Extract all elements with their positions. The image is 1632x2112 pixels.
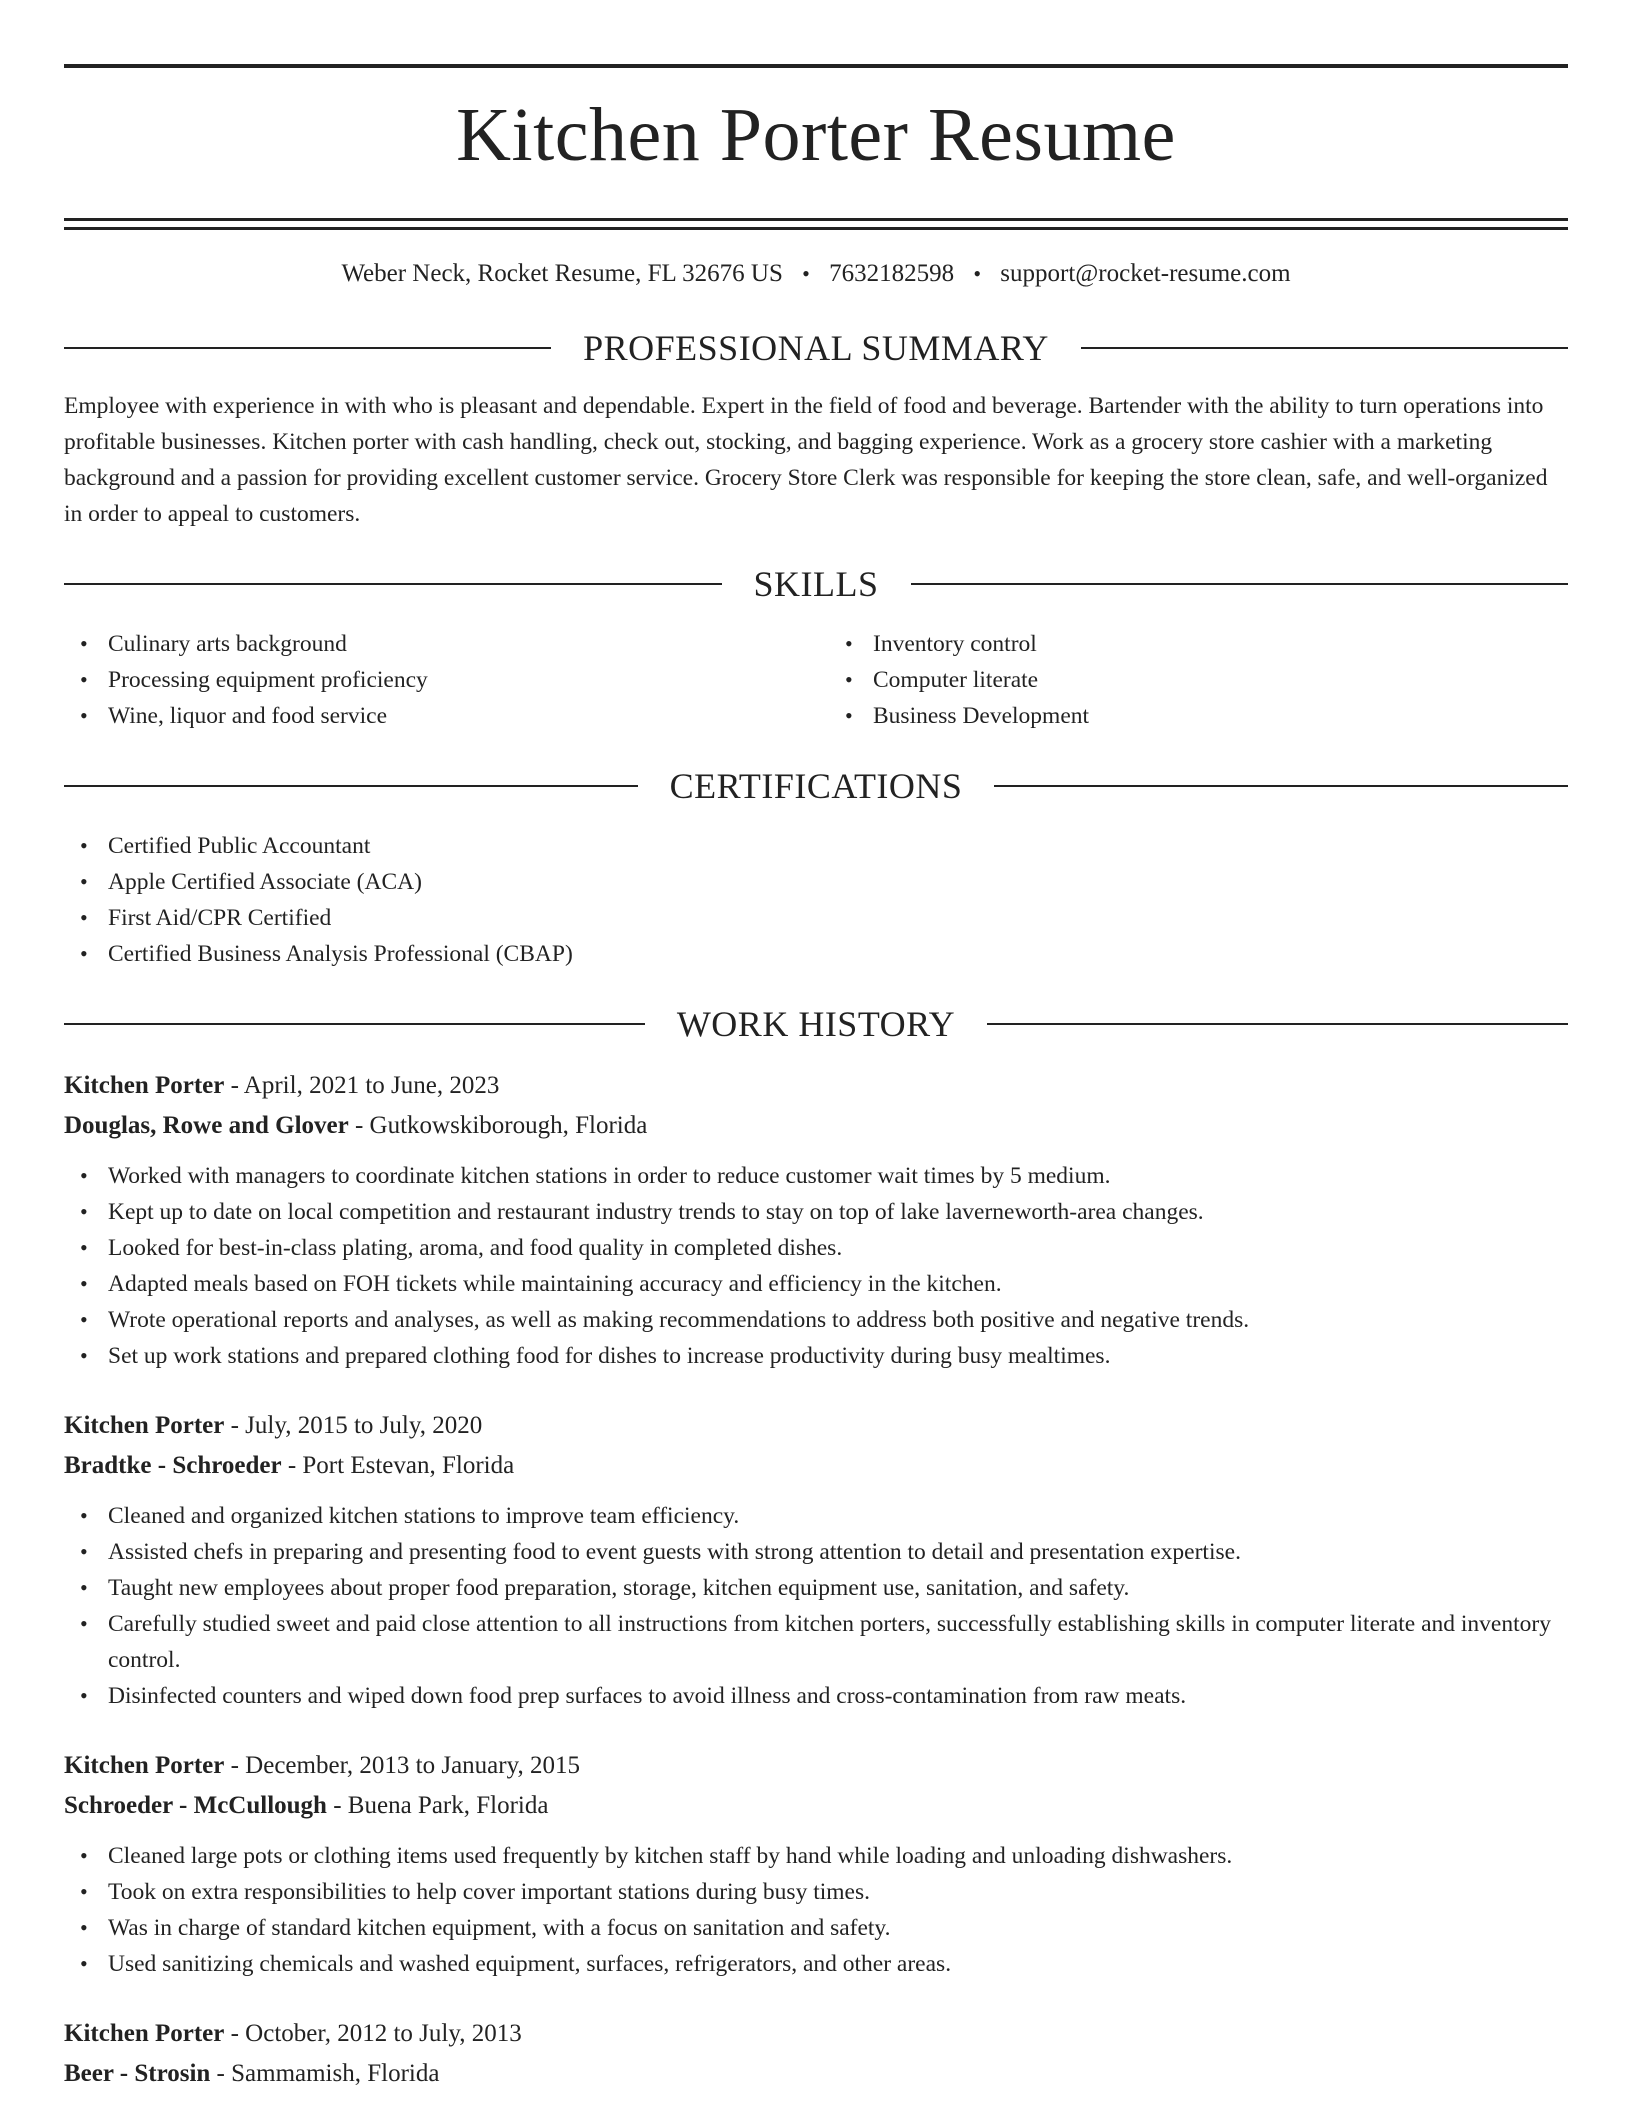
section-header-work-history bbox=[64, 998, 1568, 1050]
section-title-skills: SKILLS bbox=[753, 564, 879, 604]
job-bullet: • Looked for best-in-class plating, aroma, and food quality in completed dishes. bbox=[108, 1230, 1568, 1266]
job-bullet: • Wrote operational reports and analyses, as well as making recommendations to address both positive and negative trends. bbox=[108, 1302, 1568, 1338]
job-bullet: • Worked with managers to coordinate kitchen stations in order to reduce customer wait times by 5 medium. bbox=[108, 1158, 1568, 1194]
job-dates: - October, 2012 to July, 2013 bbox=[224, 2020, 522, 2047]
section-title-summary: PROFESSIONAL SUMMARY bbox=[583, 328, 1049, 368]
job-company: Schroeder - McCullough bbox=[64, 1792, 327, 1819]
skill-item: • Inventory control bbox=[873, 626, 1568, 662]
contact-phone: 7632182598 bbox=[829, 260, 955, 287]
contact-line bbox=[64, 256, 1568, 292]
section-header-certifications bbox=[64, 760, 1568, 812]
certification-item: • Certified Public Accountant bbox=[108, 828, 1568, 864]
job-dates: - July, 2015 to July, 2020 bbox=[224, 1412, 483, 1439]
skill-item: • Processing equipment proficiency bbox=[108, 662, 816, 698]
job-bullet: • Cleaned large pots or clothing items used frequently by kitchen staff by hand while loading and unloading dishwashers. bbox=[108, 1838, 1568, 1874]
job-title: Kitchen Porter bbox=[64, 1072, 225, 1099]
job-title: Kitchen Porter bbox=[64, 1752, 225, 1779]
summary-text: Employee with experience in with who is pleasant and dependable. Expert in the field of food and beverage. Bartender with the ability to turn operations into profitable businesses. Kitchen porter with cash handling, check out, stocking, and bagging experience. Work as a grocery store cashier with a marketing background and a passion for providing excellent customer service. Grocery Store Clerk was responsible for keeping the store clean, safe, and well-organized in order to appeal to customers. bbox=[64, 393, 1548, 527]
job-bullet: • Assisted chefs in preparing and presenting food to event guests with strong attention to detail and presentation expertise. bbox=[108, 1534, 1568, 1570]
resume-title: Kitchen Porter Resume bbox=[456, 93, 1176, 177]
job-title: Kitchen Porter bbox=[64, 1412, 225, 1439]
job-location: - Port Estevan, Florida bbox=[281, 1452, 515, 1479]
certification-item: • Certified Business Analysis Professional (CBAP) bbox=[108, 936, 1568, 972]
section-header-summary bbox=[64, 322, 1568, 374]
job-location: - Buena Park, Florida bbox=[326, 1792, 549, 1819]
contact-address: Weber Neck, Rocket Resume, FL 32676 US bbox=[341, 260, 783, 287]
job-entry bbox=[64, 1066, 1568, 1374]
contact-separator: • bbox=[802, 261, 810, 286]
job-entry bbox=[64, 1746, 1568, 1982]
job-bullet: • Used sanitizing chemicals and washed equipment, surfaces, refrigerators, and other areas. bbox=[108, 1946, 1568, 1982]
job-bullet: • Taught new employees about proper food preparation, storage, kitchen equipment use, sanitation, and safety. bbox=[108, 1570, 1568, 1606]
job-location: - Sammamish, Florida bbox=[210, 2060, 440, 2087]
certification-item: • First Aid/CPR Certified bbox=[108, 900, 1568, 936]
skills-list bbox=[64, 626, 1568, 734]
job-bullet: • Adapted meals based on FOH tickets while maintaining accuracy and efficiency in the kitchen. bbox=[108, 1266, 1568, 1302]
title-double-rule bbox=[64, 218, 1568, 230]
job-dates: - April, 2021 to June, 2023 bbox=[224, 1072, 500, 1099]
contact-email: support@rocket-resume.com bbox=[1000, 260, 1291, 287]
job-bullet: • Set up work stations and prepared clothing food for dishes to increase productivity during busy mealtimes. bbox=[108, 1338, 1568, 1374]
job-location: - Gutkowskiborough, Florida bbox=[348, 1112, 648, 1139]
job-company: Beer - Strosin bbox=[64, 2060, 211, 2087]
job-bullet: • Disinfected counters and wiped down food prep surfaces to avoid illness and cross-contamination from raw meats. bbox=[108, 1678, 1568, 1714]
job-dates: - December, 2013 to January, 2015 bbox=[224, 1752, 580, 1779]
resume-page bbox=[64, 64, 1568, 2094]
section-title-work-history: WORK HISTORY bbox=[676, 1004, 956, 1044]
skill-item: • Computer literate bbox=[873, 662, 1568, 698]
section-header-skills bbox=[64, 558, 1568, 610]
job-entry bbox=[64, 2014, 1568, 2094]
section-title-certifications: CERTIFICATIONS bbox=[669, 766, 963, 806]
job-company: Douglas, Rowe and Glover bbox=[64, 1112, 349, 1139]
job-title: Kitchen Porter bbox=[64, 2020, 225, 2047]
skill-item: • Business Development bbox=[873, 698, 1568, 734]
job-bullet: • Was in charge of standard kitchen equipment, with a focus on sanitation and safety. bbox=[108, 1910, 1568, 1946]
skill-item: • Wine, liquor and food service bbox=[108, 698, 816, 734]
job-company: Bradtke - Schroeder bbox=[64, 1452, 282, 1479]
job-bullet: • Kept up to date on local competition and restaurant industry trends to stay on top of lake laverneworth-area changes. bbox=[108, 1194, 1568, 1230]
skill-item: • Culinary arts background bbox=[108, 626, 816, 662]
job-entry bbox=[64, 1406, 1568, 1714]
job-bullet: • Took on extra responsibilities to help cover important stations during busy times. bbox=[108, 1874, 1568, 1910]
certification-item: • Apple Certified Associate (ACA) bbox=[108, 864, 1568, 900]
job-bullet: • Carefully studied sweet and paid close attention to all instructions from kitchen porters, successfully establishing skills in computer literate and inventory control. bbox=[108, 1606, 1568, 1678]
contact-separator: • bbox=[973, 261, 982, 286]
job-bullet: • Cleaned and organized kitchen stations to improve team efficiency. bbox=[108, 1498, 1568, 1534]
certifications-list bbox=[64, 828, 1568, 972]
